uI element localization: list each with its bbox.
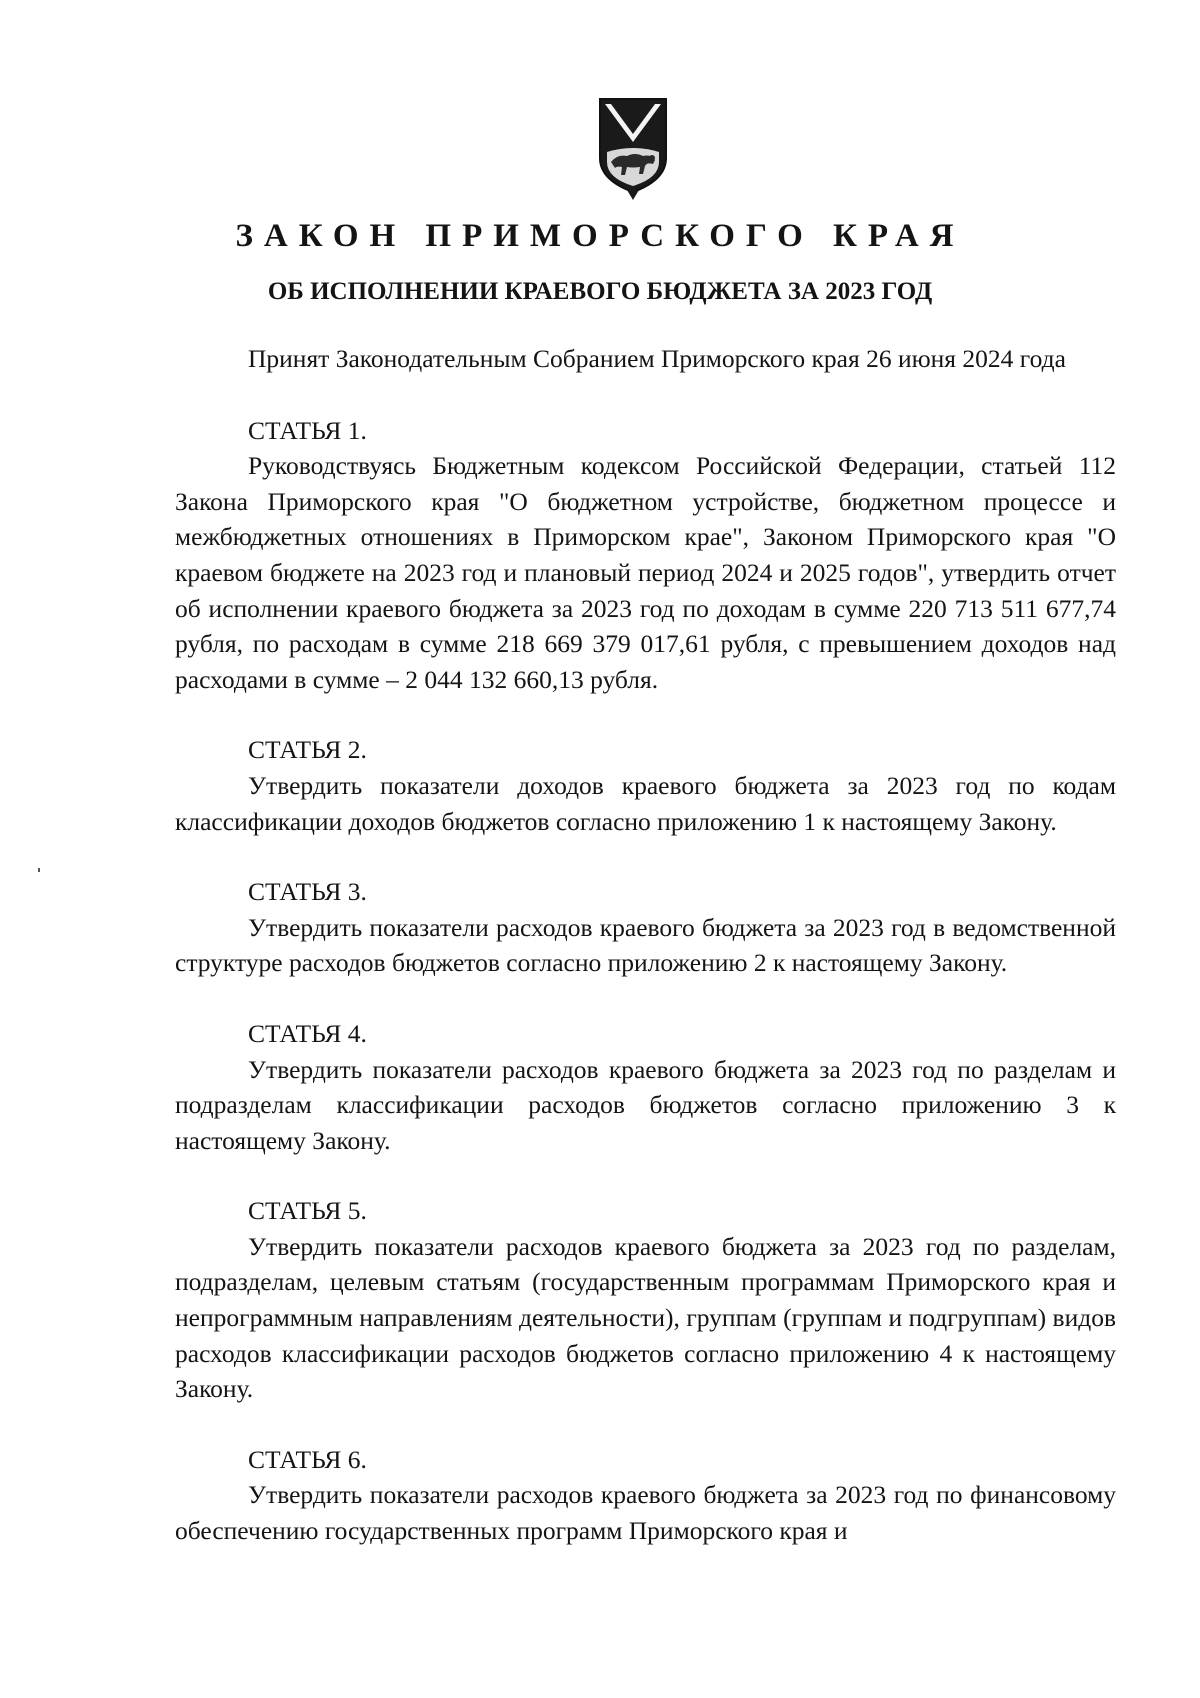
law-subtitle: ОБ ИСПОЛНЕНИИ КРАЕВОГО БЮДЖЕТА ЗА 2023 ГОД — [267, 278, 933, 305]
law-title: ЗАКОН ПРИМОРСКОГО КРАЯ — [235, 218, 965, 254]
article-text: Утвердить показатели расходов краевого бюджета за 2023 год в ведомственной структуре расходов бюджетов согласно приложению 2 к настоящему Закону. — [175, 912, 1116, 978]
article-heading: СТАТЬЯ 2. — [248, 735, 367, 765]
article-2 — [175, 732, 1116, 839]
article-5 — [175, 1193, 1116, 1407]
article-heading: СТАТЬЯ 6. — [248, 1444, 367, 1474]
article-1 — [175, 413, 1116, 698]
article-heading: СТАТЬЯ 4. — [248, 1018, 367, 1048]
coat-of-arms-icon — [597, 96, 669, 202]
article-text: Утвердить показатели расходов краевого бюджета за 2023 год по разделам и подразделам классификации расходов бюджетов согласно приложению 3 к настоящему Закону. — [175, 1054, 1116, 1155]
scan-margin-mark — [38, 868, 40, 872]
document-body — [175, 341, 1116, 1584]
adoption-note: Принят Законодательным Собранием Приморского края 26 июня 2024 года — [248, 344, 1066, 373]
article-6 — [175, 1442, 1116, 1549]
article-text: Утвердить показатели доходов краевого бюджета за 2023 год по кодам классификации доходов бюджетов согласно приложению 1 к настоящему Закону. — [175, 770, 1116, 836]
article-text: Утвердить показатели расходов краевого бюджета за 2023 год по финансовому обеспечению государственных программ Приморского края и — [175, 1480, 1116, 1546]
article-heading: СТАТЬЯ 1. — [248, 415, 367, 445]
article-text: Утвердить показатели расходов краевого бюджета за 2023 год по разделам, подразделам, целевым статьям (государственным программам Приморского края и непрограммным направлениям деятельности), группам (группам и подгруппам) видов расходов классификации расходов бюджетов согласно приложению 4 к настоящему Закону. — [175, 1231, 1116, 1404]
article-heading: СТАТЬЯ 5. — [248, 1196, 367, 1226]
article-3 — [175, 874, 1116, 981]
article-4 — [175, 1016, 1116, 1158]
article-text: Руководствуясь Бюджетным кодексом Российской Федерации, статьей 112 Закона Приморского края "О бюджетном устройстве, бюджетном процессе и межбюджетных отношениях в Приморском крае", Законом Приморского края "О краевом бюджете на 2023 год и плановый период 2024 и 2025 годов", утвердить отчет об исполнении краевого бюджета за 2023 год по доходам в сумме 220 713 511 677,74 рубля, по расходам в сумме 218 669 379 017,61 рубля, с превышением доходов над расходами в сумме – 2 044 132 660,13 рубля. — [175, 451, 1116, 694]
article-heading: СТАТЬЯ 3. — [248, 877, 367, 907]
